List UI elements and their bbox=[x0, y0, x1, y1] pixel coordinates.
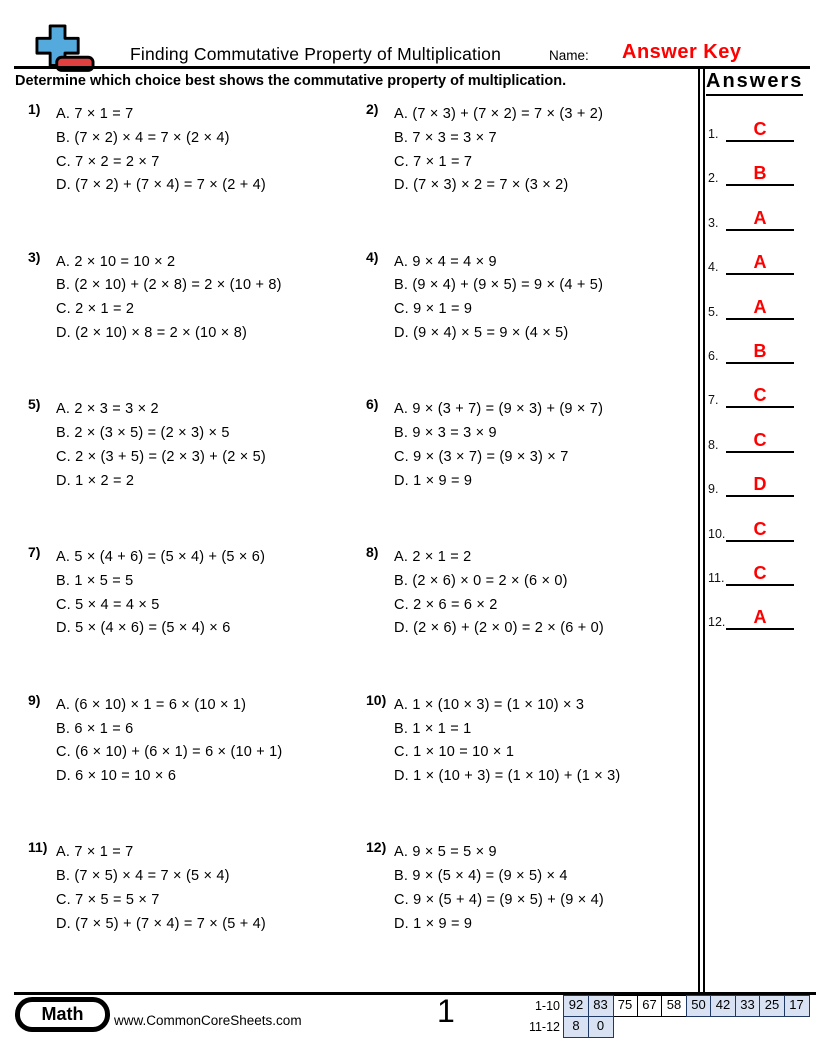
answer-number: 12. bbox=[708, 615, 726, 630]
score-grid bbox=[520, 995, 810, 1038]
answer-item-3 bbox=[708, 199, 800, 231]
question-options bbox=[56, 841, 266, 989]
option-line: C. 7 × 5 = 5 × 7 bbox=[56, 892, 160, 909]
score-row-11-12 bbox=[520, 1016, 810, 1038]
option-line: C. 9 × 1 = 9 bbox=[394, 301, 473, 318]
question-options bbox=[394, 841, 604, 989]
option-line: D. 1 × 9 = 9 bbox=[394, 472, 473, 489]
option-line: B. 1 × 5 = 5 bbox=[56, 572, 134, 589]
score-cell: 17 bbox=[784, 995, 810, 1017]
question-number: 7) bbox=[28, 544, 41, 561]
question-7 bbox=[28, 546, 366, 694]
answer-number: 11. bbox=[708, 571, 725, 585]
question-8 bbox=[366, 546, 688, 694]
answer-item-4 bbox=[708, 243, 800, 275]
option-line: B. 9 × 3 = 3 × 9 bbox=[394, 425, 497, 442]
question-number: 11) bbox=[28, 839, 48, 856]
question-options bbox=[394, 398, 603, 546]
answer-blank: A bbox=[726, 208, 794, 231]
answer-item-5 bbox=[708, 288, 800, 320]
answer-number: 6. bbox=[708, 349, 719, 363]
option-line: D. (7 × 3) × 2 = 7 × (3 × 2) bbox=[394, 177, 569, 194]
question-11 bbox=[28, 841, 366, 989]
option-line: C. 7 × 2 = 2 × 7 bbox=[56, 153, 160, 170]
answer-item-8 bbox=[708, 421, 800, 453]
option-line: B. 7 × 3 = 3 × 7 bbox=[394, 129, 497, 146]
answer-blank: C bbox=[726, 563, 794, 586]
name-value: Answer Key bbox=[622, 41, 742, 63]
option-line: C. 2 × 1 = 2 bbox=[56, 301, 135, 318]
question-options bbox=[56, 103, 266, 251]
option-line: A. 2 × 1 = 2 bbox=[394, 549, 472, 566]
answer-item-6 bbox=[708, 332, 800, 364]
question-number: 4) bbox=[366, 248, 379, 265]
option-line: C. 2 × (3 + 5) = (2 × 3) + (2 × 5) bbox=[56, 448, 266, 465]
option-line: A. 2 × 3 = 3 × 2 bbox=[56, 401, 159, 418]
score-cell: 42 bbox=[710, 995, 736, 1017]
answer-number: 10. bbox=[708, 526, 726, 541]
score-cell: 0 bbox=[588, 1016, 614, 1038]
score-cell: 25 bbox=[759, 995, 785, 1017]
question-options bbox=[394, 251, 603, 399]
option-line: B. 2 × (3 × 5) = (2 × 3) × 5 bbox=[56, 425, 230, 442]
score-cell: 50 bbox=[686, 995, 712, 1017]
score-cell: 33 bbox=[735, 995, 761, 1017]
option-line: D. (7 × 5) + (7 × 4) = 7 × (5 + 4) bbox=[56, 915, 266, 932]
question-4 bbox=[366, 248, 688, 399]
answer-item-11 bbox=[708, 554, 800, 586]
website-url: www.CommonCoreSheets.com bbox=[114, 1013, 302, 1028]
option-line: B. (7 × 5) × 4 = 7 × (5 × 4) bbox=[56, 868, 230, 885]
option-line: A. 9 × 5 = 5 × 9 bbox=[394, 844, 497, 861]
option-line: C. 9 × (5 + 4) = (9 × 5) + (9 × 4) bbox=[394, 892, 604, 909]
question-3 bbox=[28, 248, 366, 399]
answer-blank: C bbox=[726, 385, 794, 408]
option-line: D. 1 × (10 + 3) = (1 × 10) + (1 × 3) bbox=[394, 768, 621, 785]
answer-item-2 bbox=[708, 154, 800, 186]
question-10 bbox=[366, 691, 688, 842]
question-options bbox=[394, 694, 620, 842]
score-cell: 92 bbox=[563, 995, 589, 1017]
subject-badge-label: Math bbox=[20, 1002, 105, 1027]
score-cell: 8 bbox=[563, 1016, 589, 1038]
option-line: B. 9 × (5 × 4) = (9 × 5) × 4 bbox=[394, 868, 568, 885]
option-line: D. 5 × (4 × 6) = (5 × 4) × 6 bbox=[56, 620, 231, 637]
math-symbols-icon bbox=[32, 20, 98, 78]
option-line: C. 1 × 10 = 10 × 1 bbox=[394, 744, 515, 761]
answer-item-9 bbox=[708, 465, 800, 497]
answer-blank: A bbox=[726, 297, 794, 320]
answer-blank: A bbox=[726, 607, 794, 630]
option-line: D. 1 × 9 = 9 bbox=[394, 915, 473, 932]
answer-blank: C bbox=[726, 430, 794, 453]
questions-grid bbox=[28, 103, 688, 989]
question-1 bbox=[28, 103, 366, 251]
option-line: D. (9 × 4) × 5 = 9 × (4 × 5) bbox=[394, 325, 569, 342]
answers-heading: Answers bbox=[706, 70, 803, 96]
subject-badge bbox=[15, 997, 110, 1032]
answer-item-7 bbox=[708, 376, 800, 408]
question-options bbox=[394, 546, 604, 694]
score-cell: 58 bbox=[661, 995, 687, 1017]
answer-item-12 bbox=[708, 598, 800, 630]
option-line: A. 5 × (4 + 6) = (5 × 4) + (5 × 6) bbox=[56, 549, 266, 566]
option-line: C. 9 × (3 × 7) = (9 × 3) × 7 bbox=[394, 448, 569, 465]
question-number: 3) bbox=[28, 248, 41, 265]
option-line: A. 2 × 10 = 10 × 2 bbox=[56, 253, 176, 270]
question-options bbox=[394, 103, 603, 251]
question-5 bbox=[28, 398, 366, 546]
score-cell: 67 bbox=[637, 995, 663, 1017]
option-line: D. 6 × 10 = 10 × 6 bbox=[56, 768, 177, 785]
page-title: Finding Commutative Property of Multiplication bbox=[130, 44, 502, 64]
answer-number: 3. bbox=[708, 215, 719, 230]
instruction-text: Determine which choice best shows the commutative property of multiplication. bbox=[15, 73, 567, 89]
option-line: A. 9 × (3 + 7) = (9 × 3) + (9 × 7) bbox=[394, 401, 604, 418]
option-line: D. (2 × 6) + (2 × 0) = 2 × (6 + 0) bbox=[394, 620, 604, 637]
question-number: 12) bbox=[366, 839, 387, 856]
option-line: B. (7 × 2) × 4 = 7 × (2 × 4) bbox=[56, 129, 230, 146]
option-line: A. 1 × (10 × 3) = (1 × 10) × 3 bbox=[394, 696, 585, 713]
question-number: 2) bbox=[366, 101, 379, 117]
question-number: 1) bbox=[28, 101, 41, 117]
option-line: C. (6 × 10) + (6 × 1) = 6 × (10 + 1) bbox=[56, 744, 283, 761]
option-line: C. 5 × 4 = 4 × 5 bbox=[56, 596, 160, 613]
option-line: D. (7 × 2) + (7 × 4) = 7 × (2 + 4) bbox=[56, 177, 266, 194]
option-line: A. (7 × 3) + (7 × 2) = 7 × (3 + 2) bbox=[394, 106, 604, 122]
answer-number: 1. bbox=[708, 127, 719, 141]
question-options bbox=[56, 398, 266, 546]
answer-blank: C bbox=[726, 119, 794, 142]
answer-number: 9. bbox=[708, 482, 719, 497]
score-row-label: 1-10 bbox=[534, 999, 560, 1013]
answer-blank: D bbox=[726, 474, 794, 497]
option-line: A. 7 × 1 = 7 bbox=[56, 844, 134, 861]
score-cell: 83 bbox=[588, 995, 614, 1017]
option-line: A. 9 × 4 = 4 × 9 bbox=[394, 253, 497, 270]
option-line: B. 1 × 1 = 1 bbox=[394, 720, 472, 737]
question-options bbox=[56, 546, 265, 694]
answer-number: 4. bbox=[708, 260, 719, 275]
question-number: 8) bbox=[366, 544, 379, 561]
option-line: D. 1 × 2 = 2 bbox=[56, 472, 135, 489]
question-options bbox=[56, 251, 282, 399]
option-line: B. (2 × 10) + (2 × 8) = 2 × (10 + 8) bbox=[56, 277, 282, 294]
answer-number: 5. bbox=[708, 304, 719, 319]
question-number: 9) bbox=[28, 691, 41, 708]
question-number: 6) bbox=[366, 396, 379, 413]
option-line: D. (2 × 10) × 8 = 2 × (10 × 8) bbox=[56, 325, 247, 342]
answer-blank: B bbox=[726, 163, 794, 186]
score-row-1-10 bbox=[520, 995, 810, 1017]
answer-blank: C bbox=[726, 519, 794, 542]
option-line: C. 2 × 6 = 6 × 2 bbox=[394, 596, 498, 613]
question-6 bbox=[366, 398, 688, 546]
answer-number: 2. bbox=[708, 171, 719, 186]
option-line: A. (6 × 10) × 1 = 6 × (10 × 1) bbox=[56, 696, 247, 713]
answer-blank: B bbox=[726, 341, 794, 364]
answer-number: 7. bbox=[708, 393, 719, 408]
name-label: Name: bbox=[549, 48, 589, 63]
question-2 bbox=[366, 103, 688, 251]
answers-divider bbox=[698, 66, 705, 993]
option-line: B. (2 × 6) × 0 = 2 × (6 × 0) bbox=[394, 572, 568, 589]
question-number: 10) bbox=[366, 691, 387, 708]
question-12 bbox=[366, 841, 688, 989]
header-divider bbox=[14, 66, 810, 69]
answer-blank: A bbox=[726, 252, 794, 275]
option-line: B. 6 × 1 = 6 bbox=[56, 720, 134, 737]
page-number: 1 bbox=[437, 993, 455, 1029]
answer-number: 8. bbox=[708, 437, 719, 452]
answer-item-10 bbox=[708, 510, 800, 542]
score-row-label: 11-12 bbox=[528, 1019, 560, 1034]
option-line: C. 7 × 1 = 7 bbox=[394, 153, 473, 170]
question-9 bbox=[28, 691, 366, 842]
option-line: B. (9 × 4) + (9 × 5) = 9 × (4 + 5) bbox=[394, 277, 604, 294]
option-line: A. 7 × 1 = 7 bbox=[56, 106, 134, 122]
question-number: 5) bbox=[28, 396, 41, 413]
score-cell: 75 bbox=[612, 995, 638, 1017]
question-options bbox=[56, 694, 282, 842]
answer-item-1 bbox=[708, 110, 800, 142]
